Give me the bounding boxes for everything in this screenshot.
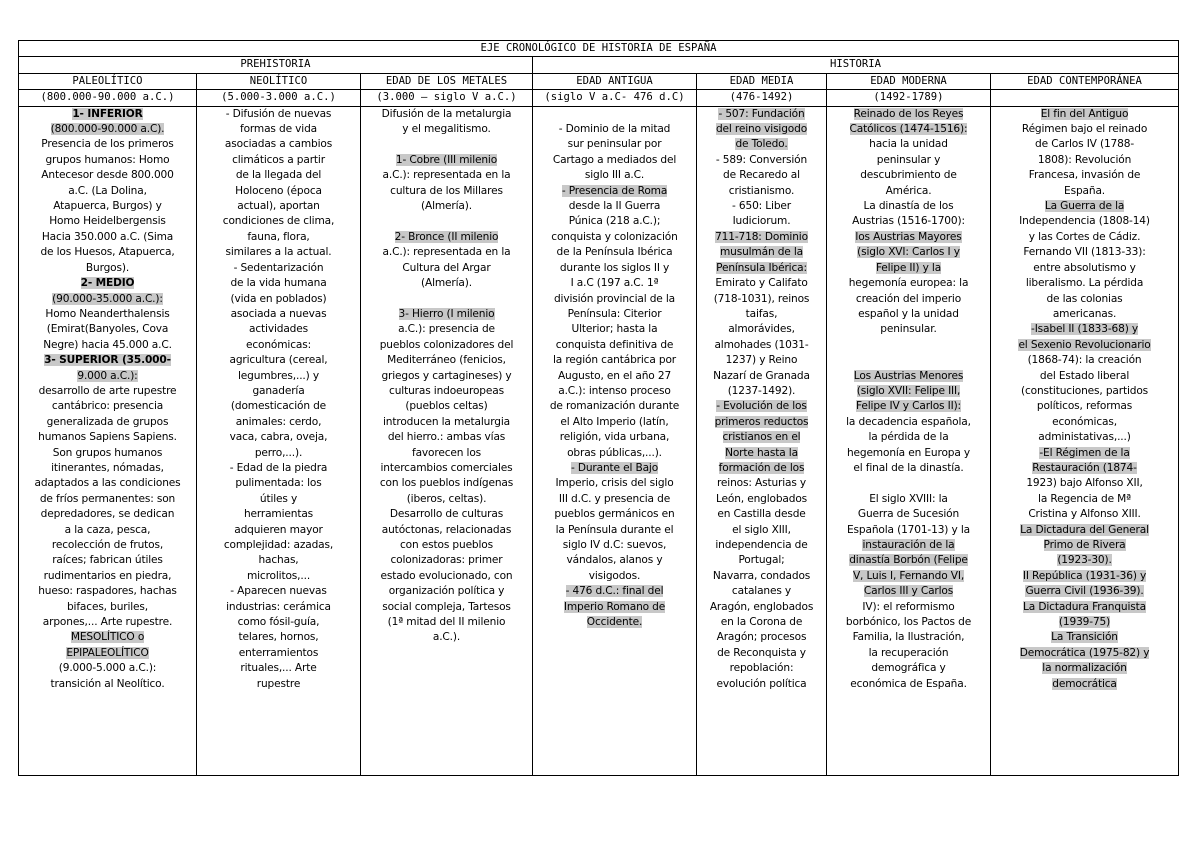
text-line	[829, 353, 988, 368]
text-line: 9.000 a.C.):	[77, 369, 138, 382]
text-line: (vida en poblados)	[230, 292, 327, 305]
text-line: itinerantes, nómadas,	[51, 461, 164, 474]
text-line: de Recaredo al	[723, 169, 800, 182]
text-line: de Toledo.	[735, 138, 788, 151]
text-line: legumbres,...) y	[238, 369, 319, 382]
text-line: 711-718: Dominio	[715, 230, 808, 243]
text-line: III d.C. y presencia de	[558, 492, 671, 505]
text-line: Felipe IV y Carlos II):	[856, 400, 961, 413]
text-line: (1ª mitad del II milenio	[387, 616, 506, 629]
text-line: - Durante el Bajo	[570, 461, 659, 474]
text-line: La Dictadura del General	[1020, 523, 1149, 536]
text-line: políticos, reformas	[1036, 400, 1133, 413]
text-line: como fósil-guía,	[237, 616, 320, 629]
text-line: Augusto, en el año 27	[557, 369, 672, 382]
text-line: de romanización durante	[549, 400, 680, 413]
text-line: ganadería	[252, 384, 305, 397]
text-line: Atapuerca, Burgos) y	[53, 200, 162, 213]
text-line: hegemonía europea: la	[848, 277, 969, 290]
text-line: Nazarí de Granada	[713, 369, 810, 382]
text-line: Desarrollo de culturas	[389, 508, 504, 521]
text-line: Presencia de los primeros	[41, 138, 174, 151]
text-line: rudimentarios en piedra,	[43, 569, 172, 582]
text-line: 2- MEDIO	[80, 277, 135, 290]
text-line: climáticos a partir	[232, 153, 325, 166]
section-prehistoria: PREHISTORIA	[19, 57, 533, 73]
text-line: español y la unidad	[858, 307, 959, 320]
text-line: I a.C (197 a.C. 1ª	[570, 277, 659, 290]
text-line: (1923-30).	[1057, 554, 1112, 567]
text-line: y las Cortes de Cádiz.	[1028, 230, 1141, 243]
text-line: musulmán de la	[719, 246, 804, 259]
period-dates: (3.000 – siglo V a.C.)	[361, 90, 533, 106]
col-neolitico	[197, 106, 361, 775]
text-line	[535, 107, 694, 122]
content-row	[19, 106, 1179, 775]
text-line: el Sexenio Revolucionario	[1018, 338, 1151, 351]
text-line: rupestre	[256, 677, 301, 690]
text-line: y el megalitismo.	[402, 123, 491, 136]
period-dates: (5.000-3.000 a.C.)	[197, 90, 361, 106]
text-line: introducen la metalurgia	[383, 415, 510, 428]
text-line: hacia la unidad	[869, 138, 948, 151]
text-line: adaptados a las condiciones	[34, 477, 181, 490]
text-line: la normalización	[1042, 662, 1127, 675]
text-line: Mediterráneo (fenicios,	[387, 354, 506, 367]
text-line: pueblos colonizadores del	[379, 338, 514, 351]
text-line: liberalismo. La pérdida	[1025, 277, 1144, 290]
text-line: vándalos, alanos y	[566, 554, 663, 567]
text-line: Península: Citerior	[567, 307, 662, 320]
text-line: Norte hasta la	[725, 446, 798, 459]
text-line: perro,...).	[254, 446, 303, 459]
col-edad-contemporanea	[991, 106, 1179, 775]
text-line: MESOLÍTICO o	[70, 631, 145, 644]
text-line: (Emirat(Banyoles, Cova	[46, 323, 169, 336]
text-line: Antecesor desde 800.000	[41, 169, 174, 182]
text-line: a.C.): representada en la	[382, 246, 511, 259]
text-line: independencia de	[715, 539, 808, 551]
text-line: del hierro.: ambas vías	[387, 431, 506, 444]
text-line: - Dominio de la mitad	[558, 123, 671, 136]
period-dates: (1492-1789)	[827, 90, 991, 106]
text-line: 3- Hierro (I milenio	[398, 307, 495, 320]
table-title: EJE CRONOLÓGICO DE HISTORIA DE ESPAÑA	[19, 41, 1179, 57]
text-line: desarrollo de arte rupestre	[38, 384, 177, 397]
text-line: grupos humanos: Homo	[45, 153, 170, 166]
text-line: (9.000-5.000 a.C.):	[58, 662, 157, 675]
text-line: (Almería).	[421, 200, 472, 213]
text-line: Católicos (1474-1516):	[849, 123, 968, 136]
text-line: del reino visigodo	[715, 123, 808, 136]
text-line: en Castilla desde	[717, 508, 806, 521]
text-line: Hacia 350.000 a.C. (Sima	[41, 230, 174, 243]
text-line: Holoceno (época	[235, 184, 322, 197]
period-dates	[991, 90, 1179, 106]
text-line: (domesticación de	[230, 400, 327, 413]
text-line: almohades (1031-	[714, 338, 809, 351]
text-line: Austrias (1516-1700):	[852, 215, 965, 228]
text-line: raíces; fabrican útiles	[52, 554, 163, 567]
text-line: -El Régimen de la	[1039, 446, 1130, 459]
text-line: a.C.): intenso proceso	[558, 384, 671, 397]
text-line: América.	[885, 184, 932, 197]
text-line: Primo de Rivera	[1043, 539, 1126, 551]
text-line: La dinastía de los	[863, 200, 954, 213]
text-line: Aragón; procesos	[716, 631, 807, 644]
text-line: asociada a nuevas	[230, 307, 327, 320]
text-line: -Isabel II (1833-68) y	[1031, 323, 1139, 336]
text-line: Familia, la Ilustración,	[852, 631, 965, 644]
text-line: humanos Sapiens Sapiens.	[38, 431, 177, 444]
text-line: telares, hornos,	[238, 631, 319, 644]
text-line: Ulterior; hasta la	[571, 323, 658, 336]
text-line: fauna, flora,	[247, 230, 310, 243]
text-line: bifaces, buriles,	[66, 600, 149, 613]
text-line: pueblos germánicos en	[554, 508, 675, 521]
text-line: americanas.	[1052, 307, 1117, 320]
text-line: actividades	[249, 323, 308, 336]
text-line: peninsular y	[876, 153, 941, 166]
text-line: económicas:	[245, 338, 312, 351]
text-line: instauración de la	[862, 539, 955, 551]
text-line: La Transición	[1051, 631, 1118, 644]
text-line: EPIPALEOLÍTICO	[66, 646, 149, 659]
text-line: Aragón, englobados	[709, 600, 814, 613]
text-line: hegemonía en Europa y	[846, 446, 971, 459]
text-line: administativas,...)	[1038, 431, 1131, 444]
text-line: durante los siglos II y	[559, 261, 670, 274]
text-line	[363, 292, 530, 307]
text-line: a.C.).	[432, 631, 461, 644]
text-line: los Austrias Mayores	[855, 230, 962, 243]
period-name: EDAD DE LOS METALES	[361, 73, 533, 89]
text-line: adquieren mayor	[234, 523, 323, 536]
text-line: España.	[1064, 184, 1105, 197]
text-line: (constituciones, partidos	[1021, 384, 1149, 397]
period-dates: (476-1492)	[697, 90, 827, 106]
col-paleolitico	[19, 106, 197, 775]
text-line: microlitos,...	[246, 569, 311, 582]
text-line: visigodos.	[588, 569, 641, 582]
text-line: II República (1931-36) y	[1022, 569, 1147, 582]
text-line: recolección de frutos,	[51, 539, 164, 551]
text-line: división provincial de la	[553, 292, 676, 305]
text-line: vaca, cabra, oveja,	[229, 431, 328, 444]
text-line: de Reconquista y	[717, 646, 806, 659]
text-line: culturas indoeuropeas	[389, 384, 504, 397]
text-line: del Estado liberal	[1039, 369, 1130, 382]
text-line: - 507: Fundación	[718, 107, 805, 120]
text-line: arpones,... Arte rupestre.	[42, 616, 173, 629]
text-line: entre absolutismo y	[1033, 261, 1136, 274]
text-line: de la Península Ibérica	[556, 246, 673, 259]
text-line: (1939-75)	[1058, 616, 1111, 629]
text-line: estado evolucionado, con	[380, 569, 513, 582]
text-line: Portugal;	[738, 554, 785, 567]
text-line: Carlos III y Carlos	[863, 585, 954, 598]
text-line: el Alto Imperio (latín,	[560, 415, 669, 428]
text-line: El fin del Antiguo	[1040, 107, 1129, 120]
text-line: 1- Cobre (III milenio	[395, 153, 498, 166]
timeline-table	[18, 40, 1179, 776]
text-line: depredadores, se dedican	[40, 508, 175, 521]
text-line: (800.000-90.000 a.C).	[50, 123, 165, 136]
text-line: IV): el reformismo	[862, 600, 955, 613]
text-line: 1808): Revolución	[1037, 153, 1132, 166]
text-line: intercambios comerciales	[380, 461, 513, 474]
text-line: El siglo XVIII: la	[869, 492, 948, 505]
text-line: condiciones de clima,	[222, 215, 335, 228]
text-line: de fríos permanentes: son	[39, 492, 176, 505]
text-line: la pérdida de la	[868, 431, 949, 444]
text-line: Burgos).	[85, 261, 130, 274]
text-line: (iberos, celtas).	[406, 492, 487, 505]
text-line: organización política y	[388, 585, 505, 598]
col-edad-moderna	[827, 106, 991, 775]
text-line: dinastía Borbón (Felipe	[849, 554, 968, 567]
text-line: - Edad de la piedra	[229, 461, 328, 474]
text-line: conquista definitiva de	[555, 338, 674, 351]
text-line: Francesa, invasión de	[1028, 169, 1141, 182]
text-line: borbónico, los Pactos de	[845, 616, 972, 629]
text-line: Guerra Civil (1936-39).	[1025, 585, 1144, 598]
text-line: económicas,	[1052, 415, 1117, 428]
text-line: (siglo XVI: Carlos I y	[857, 246, 960, 259]
col-edad-metales	[361, 106, 533, 775]
text-line: a.C. (La Dolina,	[68, 184, 147, 197]
text-line: (Almería).	[421, 277, 472, 290]
text-line: evolución política	[716, 677, 807, 690]
text-line: económica de España.	[850, 677, 967, 690]
text-line: útiles y	[259, 492, 298, 505]
text-line: 1237) y Reino	[725, 354, 798, 367]
period-dates-row	[19, 90, 1179, 106]
text-line: formación de los	[718, 461, 805, 474]
text-line: siglo IV d.C: suevos,	[562, 539, 667, 551]
text-line: griegos y cartagineses) y	[381, 369, 512, 382]
text-line: Homo Neanderthalensis	[45, 307, 170, 320]
text-line: (pueblos celtas)	[405, 400, 488, 413]
text-line: Iudiciorum.	[732, 215, 791, 228]
text-line: agricultura (cereal,	[229, 354, 328, 367]
text-line: a.C.): representada en la	[382, 169, 511, 182]
text-line: de la llegada del	[235, 169, 322, 182]
text-line: Guerra de Sucesión	[857, 508, 960, 521]
text-line: animales: cerdo,	[235, 415, 322, 428]
col-edad-media	[697, 106, 827, 775]
text-line: V, Luis I, Fernando VI,	[852, 569, 965, 582]
text-line: religión, vida urbana,	[559, 431, 670, 444]
text-line: en la Corona de	[720, 616, 803, 629]
text-line: enterramientos	[238, 646, 319, 659]
text-line: Difusión de la metalurgia	[381, 107, 512, 120]
text-line	[363, 214, 530, 229]
text-line: Occidente.	[586, 616, 643, 629]
text-line: formas de vida	[239, 123, 318, 136]
text-line: Península Ibérica:	[716, 261, 807, 274]
text-line: Régimen bajo el reinado	[1021, 123, 1148, 136]
text-line: de los Huesos, Atapuerca,	[40, 246, 175, 259]
text-line: Cultura del Argar	[402, 261, 491, 274]
text-line: - Presencia de Roma	[561, 184, 668, 197]
text-line: - Evolución de los	[716, 400, 807, 413]
period-name: EDAD CONTEMPORÁNEA	[991, 73, 1179, 89]
text-line: creación del imperio	[855, 292, 962, 305]
text-line: conquista y colonización	[551, 230, 678, 243]
text-line: - Difusión de nuevas	[225, 107, 332, 120]
text-line: 1923) bajo Alfonso XII,	[1026, 477, 1143, 490]
text-line: León, englobados	[715, 492, 808, 505]
text-line: la Península durante el	[555, 523, 674, 536]
text-line	[829, 338, 988, 353]
text-line: repoblación:	[729, 662, 794, 675]
text-line: Los Austrias Menores	[853, 369, 964, 382]
period-name: EDAD MEDIA	[697, 73, 827, 89]
text-line: descubrimiento de	[860, 169, 957, 182]
text-line: hueso: raspadores, hachas	[38, 585, 177, 598]
period-dates: (800.000-90.000 a.C.)	[19, 90, 197, 106]
text-line: herramientas	[243, 508, 314, 521]
period-name: EDAD MODERNA	[827, 73, 991, 89]
text-line: industrias: cerámica	[226, 600, 331, 613]
text-line: Felipe II) y la	[875, 261, 942, 274]
text-line: - 650: Liber	[732, 200, 791, 213]
text-line: complejidad: azadas,	[223, 539, 334, 551]
text-line: la recuperación	[868, 646, 949, 659]
text-line: Reinado de los Reyes	[853, 107, 964, 120]
text-line: democrática	[1052, 677, 1117, 690]
text-line: hachas,	[258, 554, 299, 567]
text-line: 3- SUPERIOR (35.000-	[44, 354, 171, 367]
text-line: autóctonas, relacionadas	[381, 523, 512, 536]
text-line: cultura de los Millares	[390, 184, 503, 197]
text-line: Son grupos humanos	[52, 446, 163, 459]
period-dates: (siglo V a.C- 476 d.C)	[533, 90, 697, 106]
text-line: - 476 d.C.: final del	[565, 585, 664, 598]
text-line: Negre) hacia 45.000 a.C.	[43, 338, 172, 351]
text-line: desde la II Guerra	[568, 200, 661, 213]
text-line: asociadas a cambios	[224, 138, 333, 151]
text-line: - Sedentarización	[233, 261, 324, 274]
text-line: Cartago a mediados del	[552, 153, 677, 166]
text-line: (1868-74): la creación	[1027, 354, 1142, 367]
text-line: a la caza, pesca,	[64, 523, 151, 536]
text-line: 1- INFERIOR	[72, 107, 143, 120]
period-name: NEOLÍTICO	[197, 73, 361, 89]
text-line: la Regencia de Mª	[1038, 492, 1132, 505]
text-line: La Dictadura Franquista	[1023, 600, 1146, 613]
text-line: favorecen los	[411, 446, 482, 459]
text-line: con estos pueblos	[399, 539, 494, 551]
text-line: de las colonias	[1046, 292, 1123, 305]
text-line: catalanes y	[731, 585, 792, 598]
text-line: pulimentada: los	[235, 477, 322, 490]
text-line: social compleja, Tartesos	[382, 600, 511, 613]
text-line: primeros reductos	[714, 415, 809, 428]
text-line: cristianos en el	[722, 431, 801, 444]
text-line: - Aparecen nuevas	[230, 585, 327, 598]
text-line: Democrática (1975-82) y	[1019, 646, 1150, 659]
text-line: actual), aportan	[237, 200, 320, 213]
text-line	[829, 476, 988, 491]
text-line: el siglo XIII,	[732, 523, 791, 536]
period-name: PALEOLÍTICO	[19, 73, 197, 89]
text-line: la región cantábrica por	[552, 354, 677, 367]
text-line: taifas,	[745, 307, 778, 320]
period-name-row	[19, 73, 1179, 89]
col-edad-antigua	[533, 106, 697, 775]
section-historia: HISTORIA	[533, 57, 1179, 73]
text-line: (718-1031), reinos	[713, 292, 810, 305]
text-line: (90.000-35.000 a.C.):	[52, 292, 163, 305]
text-line: Independencia (1808-14)	[1019, 215, 1150, 228]
text-line: peninsular.	[880, 323, 937, 336]
text-line: Española (1701-13) y la	[847, 523, 970, 536]
period-name: EDAD ANTIGUA	[533, 73, 697, 89]
text-line: transición al Neolítico.	[50, 677, 165, 690]
text-line: Navarra, condados	[712, 569, 811, 582]
text-line: reinos: Asturias y	[716, 477, 807, 490]
text-line: generalizada de grupos	[46, 415, 169, 428]
text-line: con los pueblos indígenas	[379, 477, 514, 490]
text-line: sur peninsular por	[567, 138, 662, 151]
text-line: similares a la actual.	[225, 246, 332, 259]
text-line: (1237-1492).	[727, 384, 796, 397]
text-line: colonizadoras: primer	[390, 554, 503, 567]
text-line: de Carlos IV (1788-	[1035, 138, 1135, 151]
text-line: Cristina y Alfonso XIII.	[1028, 508, 1141, 521]
text-line: 2- Bronce (II milenio	[394, 230, 499, 243]
text-line: Púnica (218 a.C.);	[568, 215, 661, 228]
text-line: el final de la dinastía.	[853, 461, 964, 474]
text-line: de la vida humana	[230, 277, 327, 290]
text-line: obras públicas,...).	[567, 446, 662, 459]
text-line	[363, 137, 530, 152]
text-line: cristianismo.	[728, 184, 795, 197]
text-line: Restauración (1874-	[1032, 461, 1137, 474]
text-line: a.C.): presencia de	[398, 323, 495, 336]
text-line: Homo Heidelbergensis	[49, 215, 166, 228]
text-line: cantábrico: presencia	[51, 400, 164, 413]
text-line: almorávides,	[728, 323, 795, 336]
text-line: - 589: Conversión	[715, 153, 808, 166]
text-line: Emirato y Califato	[715, 277, 808, 290]
text-line: Fernando VII (1813-33):	[1023, 246, 1146, 259]
text-line: Imperio Romano de	[563, 600, 666, 613]
text-line: rituales,... Arte	[240, 662, 317, 675]
text-line: demográfica y	[871, 662, 946, 675]
text-line: (siglo XVII: Felipe III,	[856, 384, 961, 397]
text-line: Imperio, crisis del siglo	[555, 477, 674, 490]
text-line: La Guerra de la	[1044, 200, 1125, 213]
text-line: siglo III a.C.	[584, 169, 645, 182]
text-line: la decadencia española,	[846, 415, 971, 428]
